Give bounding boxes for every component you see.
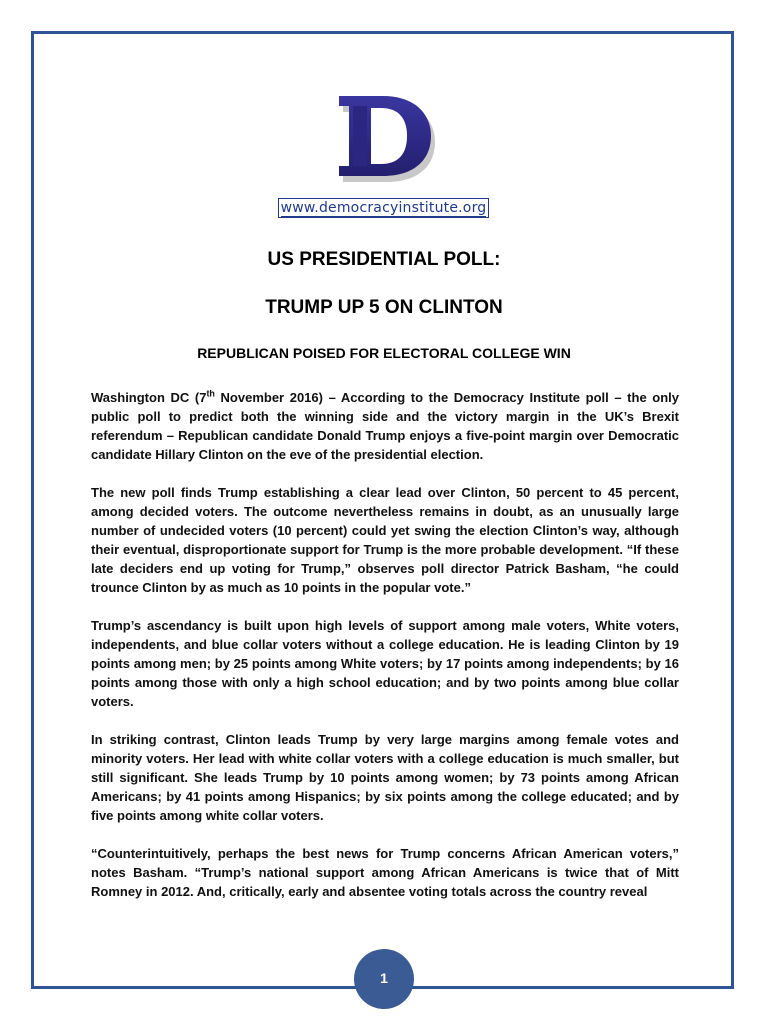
page-subtitle: REPUBLICAN POISED FOR ELECTORAL COLLEGE WIN — [197, 345, 571, 361]
page-title-line-1: US PRESIDENTIAL POLL: — [267, 249, 501, 270]
page-number: 1 — [380, 970, 388, 986]
date-superscript: th — [206, 388, 215, 399]
logo-d-icon — [331, 88, 441, 183]
paragraph-5: “Counterintuitively, perhaps the best news for Trump concerns African American voters,” notes Basham. “Trump’s national support among African Americans is twice that of Mitt Romney in 2012. And, critically, early and absentee voting totals across the country reveal — [91, 846, 679, 899]
paragraph-3: Trump’s ascendancy is built upon high levels of support among male voters, White voters, independents, and blue collar voters without a college education. He is leading Clinton by 19 points among men; by 25 points among White voters; by 17 points among independents; by 16 points among those with only a high school education; and by two points among blue collar voters. — [91, 618, 679, 709]
paragraph-1-lead: Washington DC (7 — [91, 390, 207, 405]
website-url[interactable]: www.democracyinstitute.org — [280, 200, 487, 216]
page-title-line-2: TRUMP UP 5 ON CLINTON — [265, 297, 503, 318]
paragraph-1-rest: November 2016) – According to the Democracy Institute poll – the only public poll to predict both the winning side and the victory margin in the UK’s Brexit referendum – Republican candidate Donald Trump enjoys a five-point margin over Democratic candidate Hillary Clinton on the eve of the presidential election. — [91, 390, 679, 462]
paragraph-4: In striking contrast, Clinton leads Trump by very large margins among female votes and minority voters. Her lead with white collar voters with a college education is much smaller, but still significant. She leads Trump by 10 points among women; by 73 points among African Americans; by 41 points among Hispanics; by six points among the college educated; and by five points among white collar voters. — [91, 732, 679, 823]
paragraph-1 — [91, 388, 679, 464]
paragraph-2: The new poll finds Trump establishing a clear lead over Clinton, 50 percent to 45 percent, among decided voters. The outcome nevertheless remains in doubt, as an unusually large number of undecided voters (10 percent) could yet swing the election Clinton’s way, although their eventual, disproportionate support for Trump is the more probable development. “If these late deciders end up voting for Trump,” observes poll director Patrick Basham, “he could trounce Clinton by as much as 10 points in the popular vote.” — [91, 485, 679, 595]
page-number-badge — [354, 949, 414, 1009]
website-link[interactable] — [278, 198, 489, 218]
article-body — [91, 388, 679, 920]
democracy-institute-logo — [331, 88, 441, 183]
